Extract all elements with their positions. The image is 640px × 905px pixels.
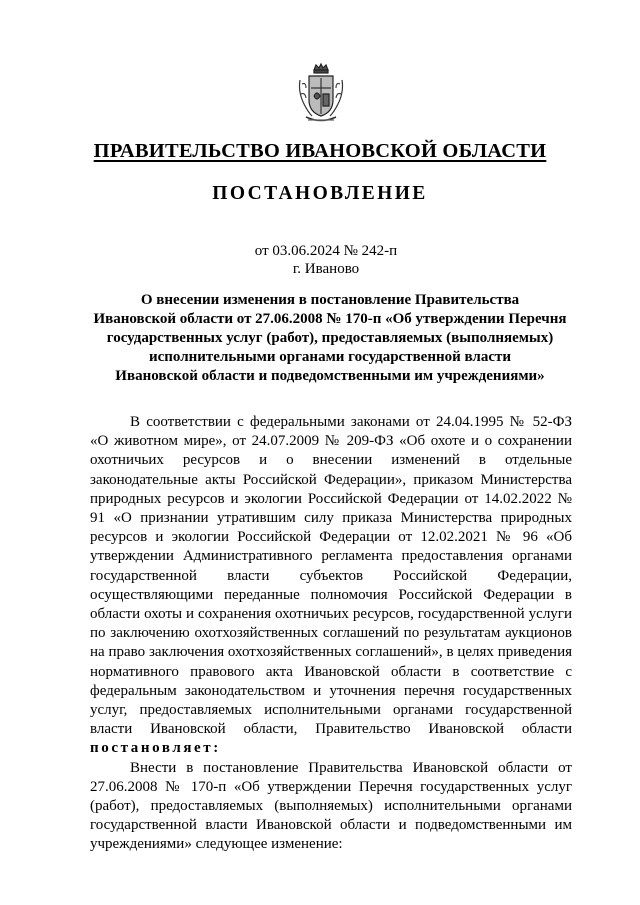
- city: г. Иваново: [292, 261, 360, 277]
- paragraph: Внести в постановление Правительства Ивановской области от 27.06.2008 № 170-п «Об утверждении Перечня государственных услуг (работ), предоставляемых (выполняемых) исполнительными органами государственной власти Ивановской области и подведомственными им учреждениями» следующее изменение:: [90, 759, 572, 853]
- subject-line: исполнительными органами государственной власти: [148, 349, 512, 365]
- paragraph-text: В соответствии с федеральными законами от 24.04.1995 № 52-ФЗ «О животном мире», от 24.07.2009 № 209-ФЗ «Об охоте и о сохранении охотничьих ресурсов и о внесении изменений в отдельные законодательные акты Российской Федерации», приказом Министерства природных ресурсов и экологии Российской Федерации от 14.02.2022 № 91 «О признании утратившим силу приказа Министерства природных ресурсов и экологии Российской Федерации от 12.02.2021 № 96 «Об утверждении Административного регламента предоставления органами государственной власти субъектов Российской Федерации, осуществляющими переданные полномочия Российской Федерации в области охоты и сохранения охотничьих ресурсов, государственной услуги по заключению охотхозяйственных соглашений по результатам аукционов на право заключения охотхозяйственных соглашений», в целях приведения нормативного правового акта Ивановской области в соответствие с федеральным законодательством и уточнения перечня государственных услуг, предоставляемых исполнительными органами государственной власти Ивановской области, Правительство Ивановской области: [90, 414, 572, 738]
- document-body: [90, 413, 572, 855]
- document-subject: [90, 291, 570, 386]
- document-type: ПОСТАНОВЛЕНИЕ: [212, 183, 428, 204]
- resolution-word: постановляет:: [90, 740, 221, 757]
- date-number: от 03.06.2024 № 242-п: [254, 243, 398, 259]
- subject-line: государственных услуг (работ), предоставляемых (выполняемых): [106, 330, 554, 346]
- coat-of-arms-icon: [296, 62, 346, 126]
- paragraph: [90, 413, 572, 759]
- subject-line: Ивановской области от 27.06.2008 № 170-п «Об утверждении Перечня: [93, 311, 567, 327]
- subject-line: О внесении изменения в постановление Правительства: [140, 292, 520, 308]
- document-meta: [0, 242, 640, 278]
- organization-title: ПРАВИТЕЛЬСТВО ИВАНОВСКОЙ ОБЛАСТИ: [93, 140, 547, 162]
- subject-line: Ивановской области и подведомственными им учреждениями»: [115, 368, 545, 384]
